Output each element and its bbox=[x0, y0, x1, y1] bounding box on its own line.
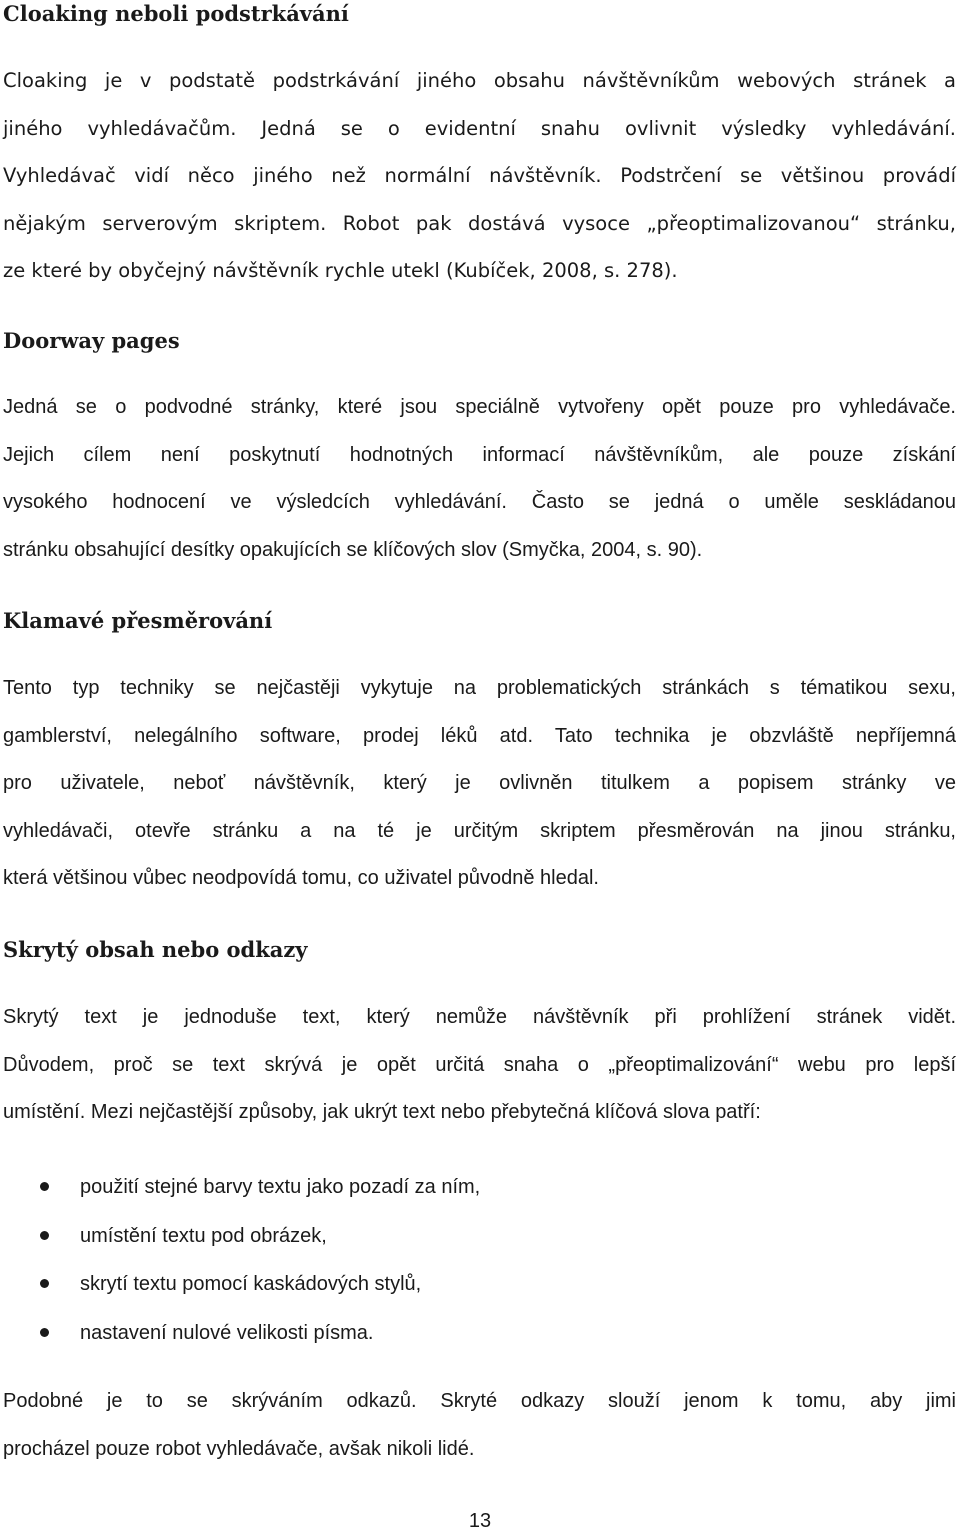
text-line: Jejich cílem není poskytnutí hodnotných informací návštěvníkům, ale pouze získání bbox=[3, 443, 956, 466]
text-line: nějakým serverovým skriptem. Robot pak dostává vysoce „přeoptimalizovanou“ stránku, bbox=[3, 211, 956, 235]
list-item-text: umístění textu pod obrázek, bbox=[80, 1224, 327, 1247]
text-line: vyhledávači, otevře stránku a na té je určitým skriptem přesměrován na jinou stránku, bbox=[3, 819, 956, 842]
text-line: jiného vyhledávačům. Jedná se o evidentní snahu ovlivnit výsledky vyhledávání. bbox=[3, 116, 956, 140]
text-line: Jedná se o podvodné stránky, které jsou speciálně vytvořeny opět pouze pro vyhledávače. bbox=[3, 396, 956, 418]
text-line: umístění. Mezi nejčastější způsoby, jak ukrýt text nebo přebytečná klíčová slova patří: bbox=[3, 1101, 761, 1124]
text-line: která většinou vůbec neodpovídá tomu, co uživatel původně hledal. bbox=[3, 867, 599, 890]
text-line: pro uživatele, neboť návštěvník, který je ovlivněn titulkem a popisem stránky ve bbox=[3, 772, 956, 795]
text-line: ze které by obyčejný návštěvník rychle utekl (Kubíček, 2008, s. 278). bbox=[3, 259, 678, 283]
bullet-icon bbox=[40, 1182, 49, 1191]
paragraph-skryty-obsah bbox=[3, 994, 956, 1137]
section-heading-skryty-obsah: Skrytý obsah nebo odkazy bbox=[3, 937, 308, 962]
paragraph-doorway-pages bbox=[3, 384, 956, 574]
bullet-icon bbox=[40, 1279, 49, 1288]
list-item-text: použití stejné barvy textu jako pozadí za ním, bbox=[80, 1176, 481, 1198]
paragraph-klamave-presmerovani bbox=[3, 665, 956, 903]
section-heading-cloaking: Cloaking neboli podstrkávání bbox=[3, 1, 349, 26]
text-line: Cloaking je v podstatě podstrkávání jiného obsahu návštěvníkům webových stránek a bbox=[3, 69, 956, 92]
text-line: gamblerství, nelegálního software, prodej léků atd. Tato technika je obzvláště nepříjemná bbox=[3, 724, 956, 747]
list-item bbox=[0, 1163, 960, 1212]
bullet-icon bbox=[40, 1328, 49, 1337]
list-item bbox=[0, 1260, 960, 1309]
list-item bbox=[0, 1212, 960, 1261]
text-line: Vyhledávač vidí něco jiného než normální návštěvník. Podstrčení se většinou provádí bbox=[3, 164, 956, 188]
text-line: procházel pouze robot vyhledávače, avšak nikoli lidé. bbox=[3, 1437, 475, 1460]
list-item bbox=[0, 1309, 960, 1358]
text-line: Podobné je to se skrýváním odkazů. Skryté odkazy slouží jenom k tomu, aby jimi bbox=[3, 1390, 956, 1412]
bullet-list bbox=[0, 1163, 960, 1358]
bullet-icon bbox=[40, 1231, 49, 1240]
section-heading-klamave-presmerovani: Klamavé přesměrování bbox=[3, 608, 273, 633]
paragraph-skryte-odkazy bbox=[3, 1378, 956, 1473]
text-line: Tento typ techniky se nejčastěji vykytuje na problematických stránkách s tématikou sexu, bbox=[3, 677, 956, 699]
paragraph-cloaking bbox=[3, 57, 956, 295]
list-item-text: nastavení nulové velikosti písma. bbox=[80, 1322, 374, 1345]
text-line: Důvodem, proč se text skrývá je opět určitá snaha o „přeoptimalizování“ webu pro lepší bbox=[3, 1053, 956, 1076]
page-number: 13 bbox=[468, 1510, 492, 1532]
list-item-text: skrytí textu pomocí kaskádových stylů, bbox=[80, 1273, 422, 1296]
text-line: stránku obsahující desítky opakujících se klíčových slov (Smyčka, 2004, s. 90). bbox=[3, 538, 703, 561]
text-line: Skrytý text je jednoduše text, který nemůže návštěvník při prohlížení stránek vidět. bbox=[3, 1006, 956, 1028]
section-heading-doorway-pages: Doorway pages bbox=[3, 328, 180, 353]
text-line: vysokého hodnocení ve výsledcích vyhledávání. Často se jedná o uměle seskládanou bbox=[3, 491, 956, 514]
